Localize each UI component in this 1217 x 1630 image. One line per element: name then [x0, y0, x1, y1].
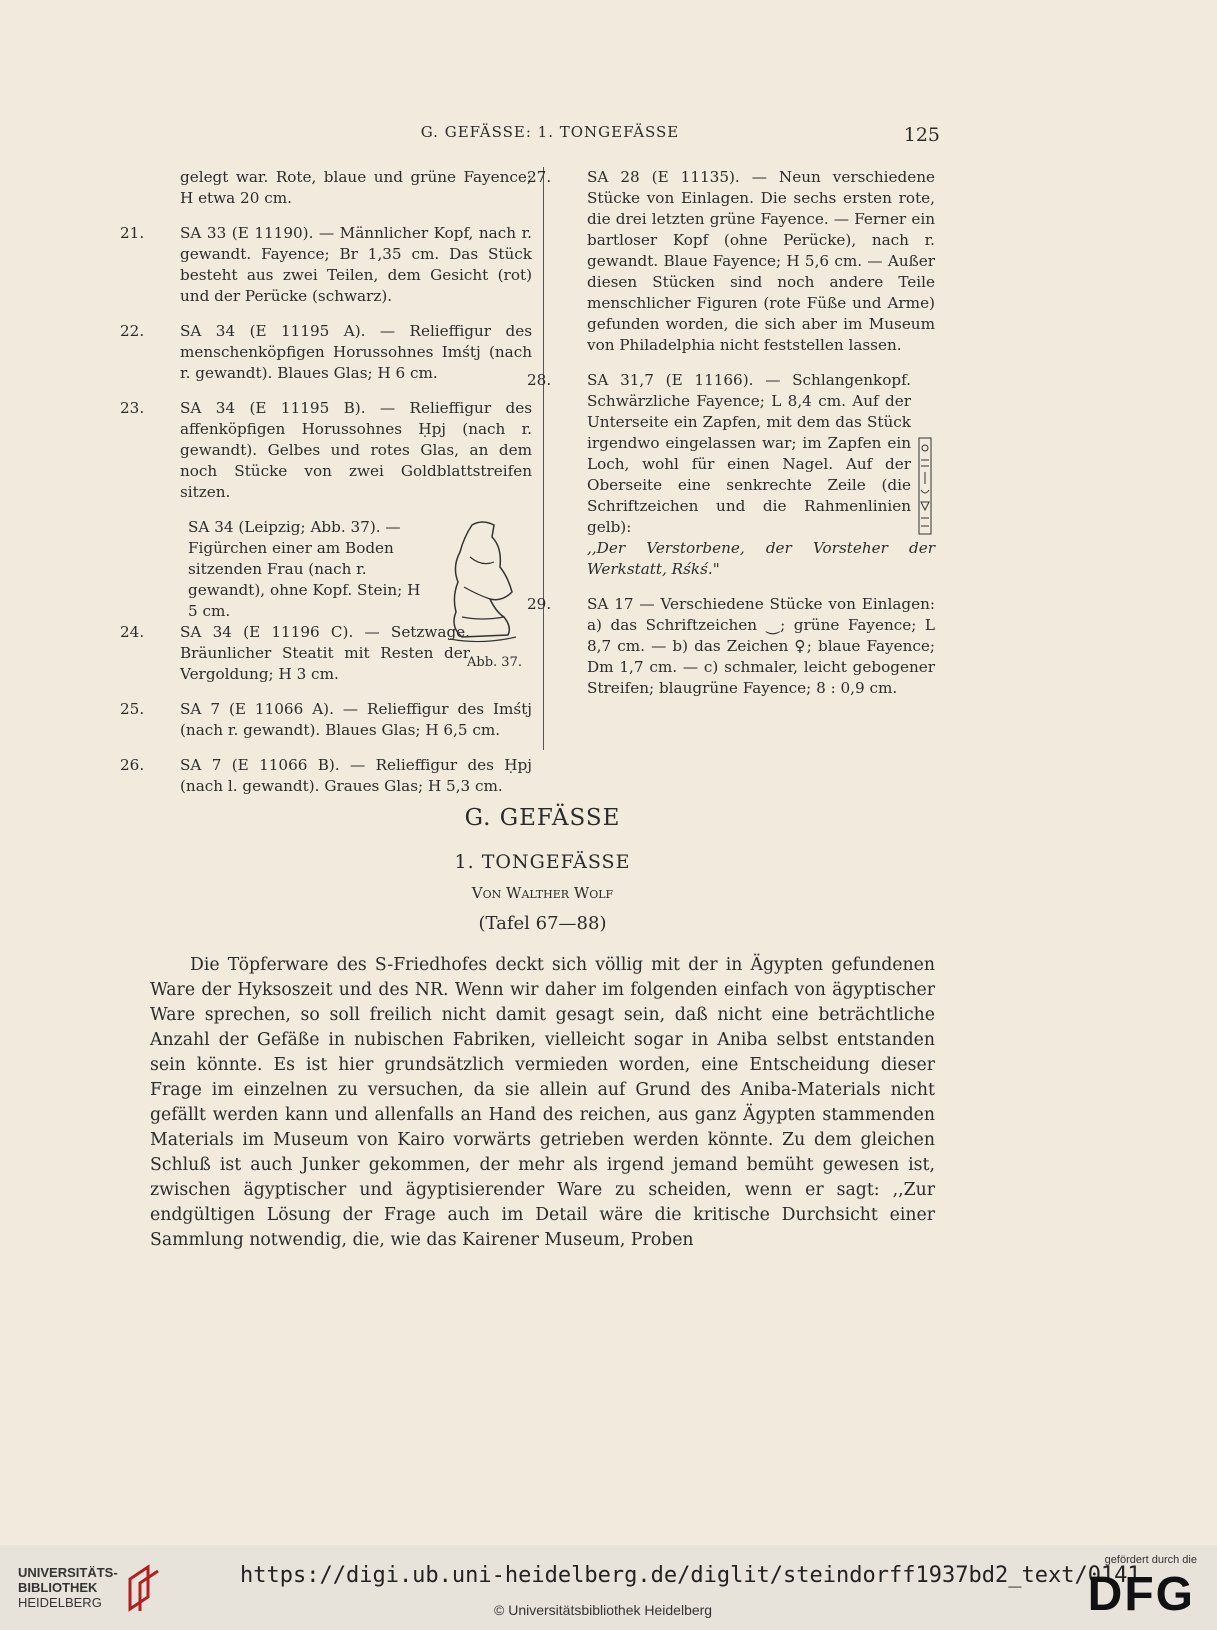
- entry-text: SA 31,7 (E 11166). — Schlangenkopf. Schwärzliche Fayence; L 8,4 cm. Auf der Unterseite ein Zapfen, mit dem das Stück irgendwo eingelassen war; im Zapfen ein Loch, wohl für einen Nagel. Auf der Oberseite eine senkrechte Zeile (die Schriftzeichen und die Rahmenlinien gelb):: [587, 371, 911, 536]
- entry-number: 24.: [120, 623, 145, 641]
- catalog-entry-22: [120, 321, 532, 384]
- body-paragraph: Die Töpferware des S-Friedhofes deckt sich völlig mit der in Ägypten gefundenen Ware der Hyksoszeit und des NR. Wenn wir daher im folgenden einfach von ägyptischer Ware sprechen, so soll freilich nicht damit gesagt sein, daß nicht eine beträchtliche Anzahl der Gefäße in nubischen Fabriken, vielleicht sogar in Aniba selbst entstanden sein könnte. Es ist hier grundsätzlich vermieden worden, eine Entscheidung dieser Frage im einzelnen zu versuchen, da sie allein auf Grund des Aniba-Materials nicht gefällt werden kann und allenfalls an Hand des reichen, aus ganz Ägypten stammenden Materials im Museum von Kairo vorwärts getrieben werden könnte. Zu dem gleichen Schluß ist auch Junker gekommen, der mehr als irgend jemand bemüht gewesen ist, zwischen ägyptischer und ägyptisierender Ware zu scheiden, wenn er sagt: ,,Zur endgültigen Lösung der Frage auch im Detail wäre die kritische Durchsicht einer Sammlung notwendig, die, wie das Kairener Museum, Proben: [150, 955, 935, 1250]
- left-column: [120, 167, 532, 811]
- entry-text: SA 7 (E 11066 B). — Relieffigur des Ḥpj (nach l. gewandt). Graues Glas; H 5,3 cm.: [180, 756, 532, 795]
- catalog-entry-28: [527, 370, 935, 538]
- entry-number: 22.: [120, 322, 145, 340]
- right-column: [527, 167, 935, 713]
- footer-bar: [0, 1545, 1217, 1630]
- entry-number: 27.: [527, 168, 552, 186]
- entry-text: SA 34 (E 11196 C). — Setzwage. Bräunlicher Steatit mit Resten der Vergoldung; H 3 cm.: [180, 623, 470, 683]
- entry-text: SA 28 (E 11135). — Neun verschiedene Stücke von Einlagen. Die sechs ersten rote, die drei letzten grüne Fayence. — Ferner ein bartloser Kopf (ohne Perücke), nach r. gewandt. Blaue Fayence; H 5,6 cm. — Außer diesen Stücken sind noch andere Teile menschlicher Figuren (rote Füße und Arme) gefunden worden, die sich aber im Museum von Philadelphia nicht feststellen lassen.: [587, 168, 935, 354]
- entry-number: 29.: [527, 595, 552, 613]
- catalog-entry-29: [527, 594, 935, 699]
- catalog-entry-24: [120, 622, 470, 685]
- funding-note: gefördert durch die: [1104, 1554, 1197, 1566]
- entry-number: 28.: [527, 371, 552, 389]
- figure-note: SA 34 (Leipzig; Abb. 37). — Figürchen einer am Boden sitzenden Frau (nach r. gewandt), ohne Kopf. Stein; H 5 cm.: [188, 518, 421, 620]
- entry-text: SA 7 (E 11066 A). — Relieffigur des Imśtj (nach r. gewandt). Blaues Glas; H 6,5 cm.: [180, 700, 532, 739]
- hieroglyph-translation: ,,Der Verstorbene, der Vorsteher der Werkstatt, Rśkś.": [587, 539, 935, 578]
- library-logo-text: UNIVERSITÄTS- BIBLIOTHEK HEIDELBERG: [18, 1565, 118, 1610]
- figure-caption: Abb. 37.: [467, 655, 522, 670]
- catalog-entry-27: [527, 167, 935, 356]
- continuation-text: gelegt war. Rote, blaue und grüne Fayence; H etwa 20 cm.: [180, 168, 532, 207]
- permalink-url[interactable]: https://digi.ub.uni-heidelberg.de/diglit/steindorff1937bd2_text/0141: [240, 1563, 1141, 1588]
- library-logo-icon: [118, 1563, 166, 1613]
- entry-number: 25.: [120, 700, 145, 718]
- body-text: [150, 953, 935, 1253]
- entry-text: SA 33 (E 11190). — Männlicher Kopf, nach r. gewandt. Fayence; Br 1,35 cm. Das Stück besteht aus zwei Teilen, dem Gesicht (rot) und der Perücke (schwarz).: [180, 224, 532, 305]
- entry-text: SA 34 (E 11195 B). — Relieffigur des affenköpfigen Horussohnes Ḥpj (nach r. gewandt). Gelbes und rotes Glas, an dem noch Stücke von zwei Goldblattstreifen sitzen.: [180, 399, 532, 501]
- entry-number: 26.: [120, 756, 145, 774]
- dfg-logo: DFG: [1087, 1568, 1195, 1621]
- section-author: Von Walther Wolf: [471, 884, 614, 902]
- plates-reference: (Tafel 67—88): [478, 913, 607, 934]
- entry-text: SA 17 — Verschiedene Stücke von Einlagen: a) das Schriftzeichen ⏝; grüne Fayence; L 8,7 cm. — b) das Zeichen ♀; blaue Fayence; Dm 1,7 cm. — c) schmaler, leicht gebogener Streifen; blaugrüne Fayence; 8 : 0,9 cm.: [587, 595, 935, 697]
- page-number: 125: [903, 124, 940, 146]
- hieroglyph-column: [915, 436, 935, 536]
- catalog-entry-23: [120, 398, 532, 503]
- catalog-entry-21: [120, 223, 532, 307]
- catalog-entry-26: [120, 755, 532, 797]
- section-title: G. GEFÄSSE: [464, 805, 621, 831]
- copyright-text: © Universitätsbibliothek Heidelberg: [494, 1602, 713, 1618]
- running-header: G. GEFÄSSE: 1. TONGEFÄSSE: [420, 123, 680, 141]
- entry-text: SA 34 (E 11195 A). — Relieffigur des menschenköpfigen Horussohnes Imśtj (nach r. gewandt). Blaues Glas; H 6 cm.: [180, 322, 532, 382]
- entry-number: 23.: [120, 399, 145, 417]
- seated-woman-figure: [442, 517, 522, 647]
- section-subtitle: 1. TONGEFÄSSE: [454, 851, 631, 873]
- column-divider: [543, 167, 544, 750]
- entry-number: 21.: [120, 224, 145, 242]
- catalog-entry-25: [120, 699, 532, 741]
